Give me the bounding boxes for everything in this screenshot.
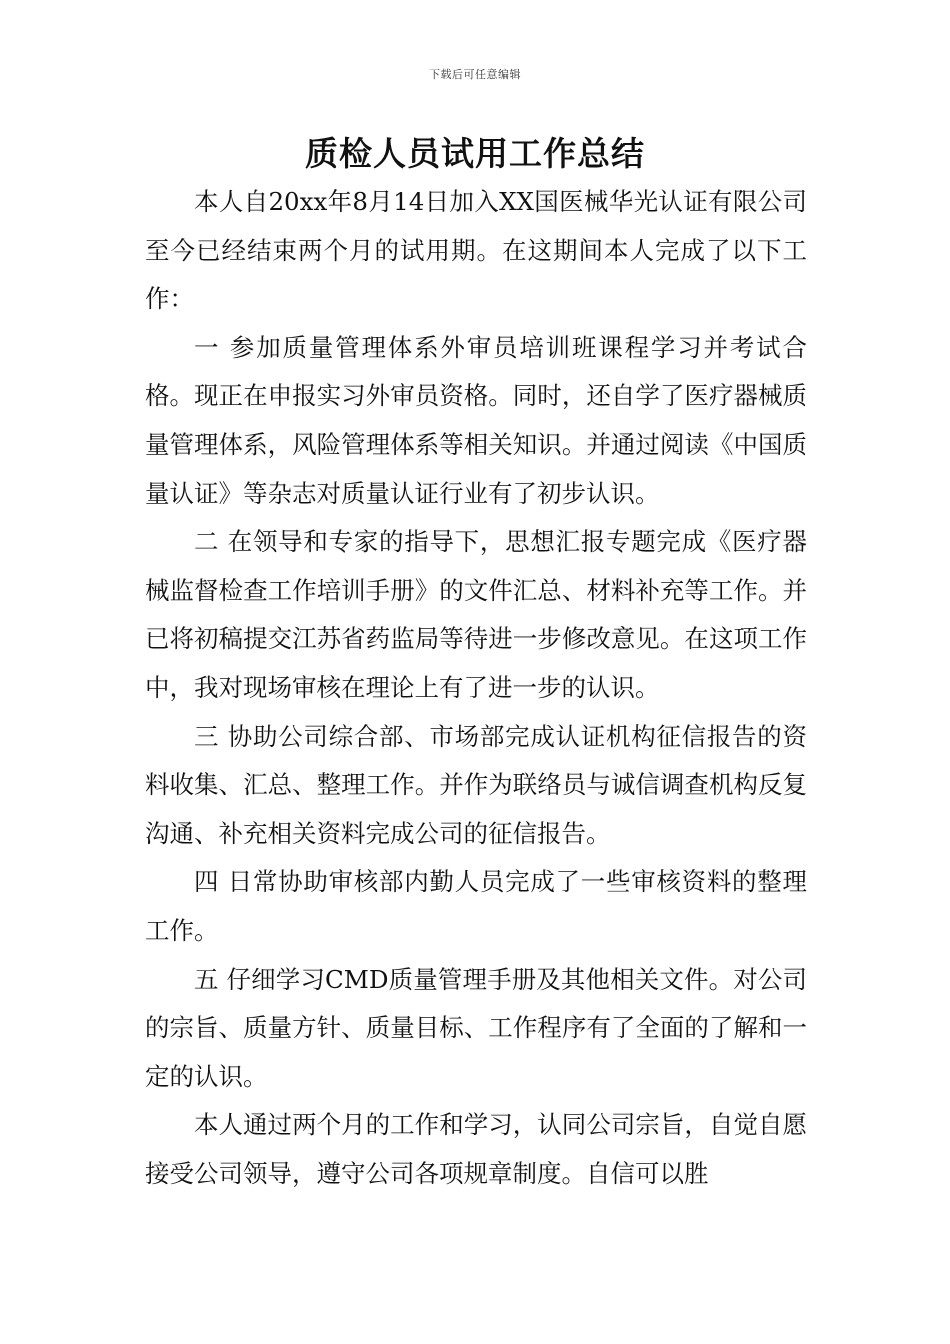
document-title: 质检人员试用工作总结 [305,134,645,173]
paragraph-conclusion: 本人通过两个月的工作和学习，认同公司宗旨，自觉自愿接受公司领导，遵守公司各项规章制度。自信可以胜 [145,1110,807,1188]
paragraph-item-4: 四 日常协助审核部内勤人员完成了一些审核资料的整理工作。 [145,867,807,945]
paragraph-item-3: 三 协助公司综合部、市场部完成认证机构征信报告的资料收集、汇总、整理工作。并作为联络员与诚信调查机构反复沟通、补充相关资料完成公司的征信报告。 [145,721,807,848]
paragraph-item-5: 五 仔细学习CMD质量管理手册及其他相关文件。对公司的宗旨、质量方针、质量目标、工作程序有了全面的了解和一定的认识。 [145,964,807,1091]
paragraph-intro: 本人自20xx年8月14日加入XX国医械华光认证有限公司至今已经结束两个月的试用期。在这期间本人完成了以下工作： [145,187,807,314]
paragraph-item-1: 一 参加质量管理体系外审员培训班课程学习并考试合格。现正在申报实习外审员资格。同时，还自学了医疗器械质量管理体系，风险管理体系等相关知识。并通过阅读《中国质量认证》等杂志对质量认证行业有了初步认识。 [145,332,807,508]
paragraph-item-2: 二 在领导和专家的指导下，思想汇报专题完成《医疗器械监督检查工作培训手册》的文件汇总、材料补充等工作。并已将初稿提交江苏省药监局等待进一步修改意见。在这项工作中，我对现场审核在理论上有了进一步的认识。 [145,527,807,702]
header-note: 下载后可任意编辑 [429,68,521,81]
document-body [145,178,807,1198]
